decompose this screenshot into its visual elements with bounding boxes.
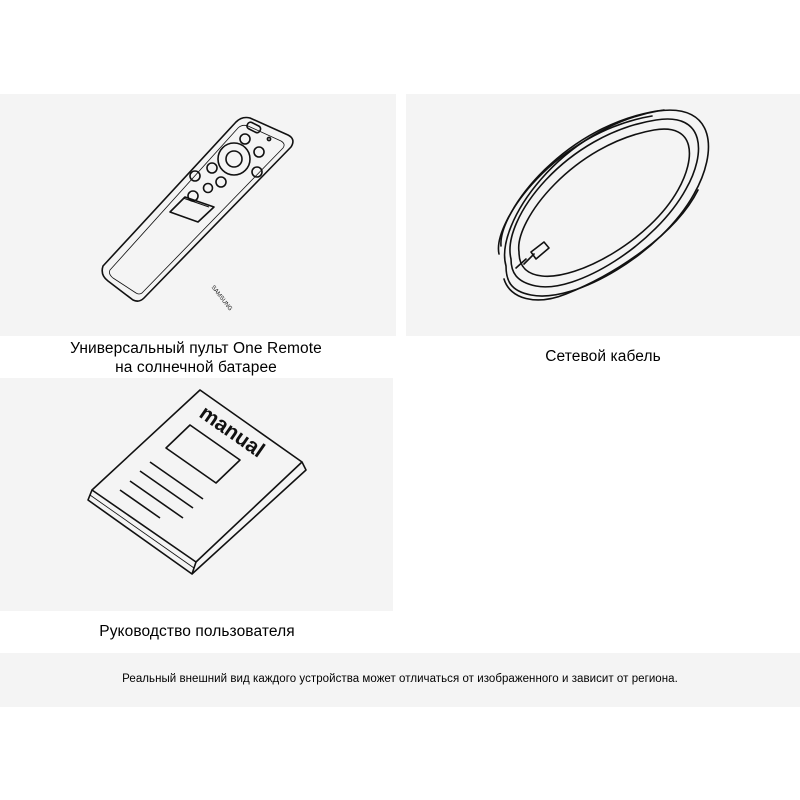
disclaimer-text: Реальный внешний вид каждого устройства может отличаться от изображенного и зависит от региона. bbox=[122, 673, 678, 685]
svg-text:SAMSUNG: SAMSUNG bbox=[209, 284, 233, 313]
remote-caption bbox=[0, 339, 392, 377]
svg-text:manual: manual bbox=[195, 401, 269, 463]
manual-image-panel bbox=[0, 378, 393, 611]
power-cable-icon bbox=[406, 94, 800, 336]
cable-image-panel bbox=[406, 94, 800, 336]
cable-caption bbox=[406, 347, 800, 366]
disclaimer-bar bbox=[0, 653, 800, 707]
remote-image-panel bbox=[0, 94, 396, 336]
caption-line-1: Универсальный пульт One Remote bbox=[70, 340, 322, 357]
caption-line-1: Сетевой кабель bbox=[545, 348, 661, 365]
solar-remote-icon bbox=[0, 94, 396, 336]
manual-booklet-icon bbox=[0, 378, 393, 611]
manual-caption bbox=[0, 622, 394, 641]
caption-line-1: Руководство пользователя bbox=[99, 623, 295, 640]
caption-line-2: на солнечной батарее bbox=[115, 359, 277, 376]
